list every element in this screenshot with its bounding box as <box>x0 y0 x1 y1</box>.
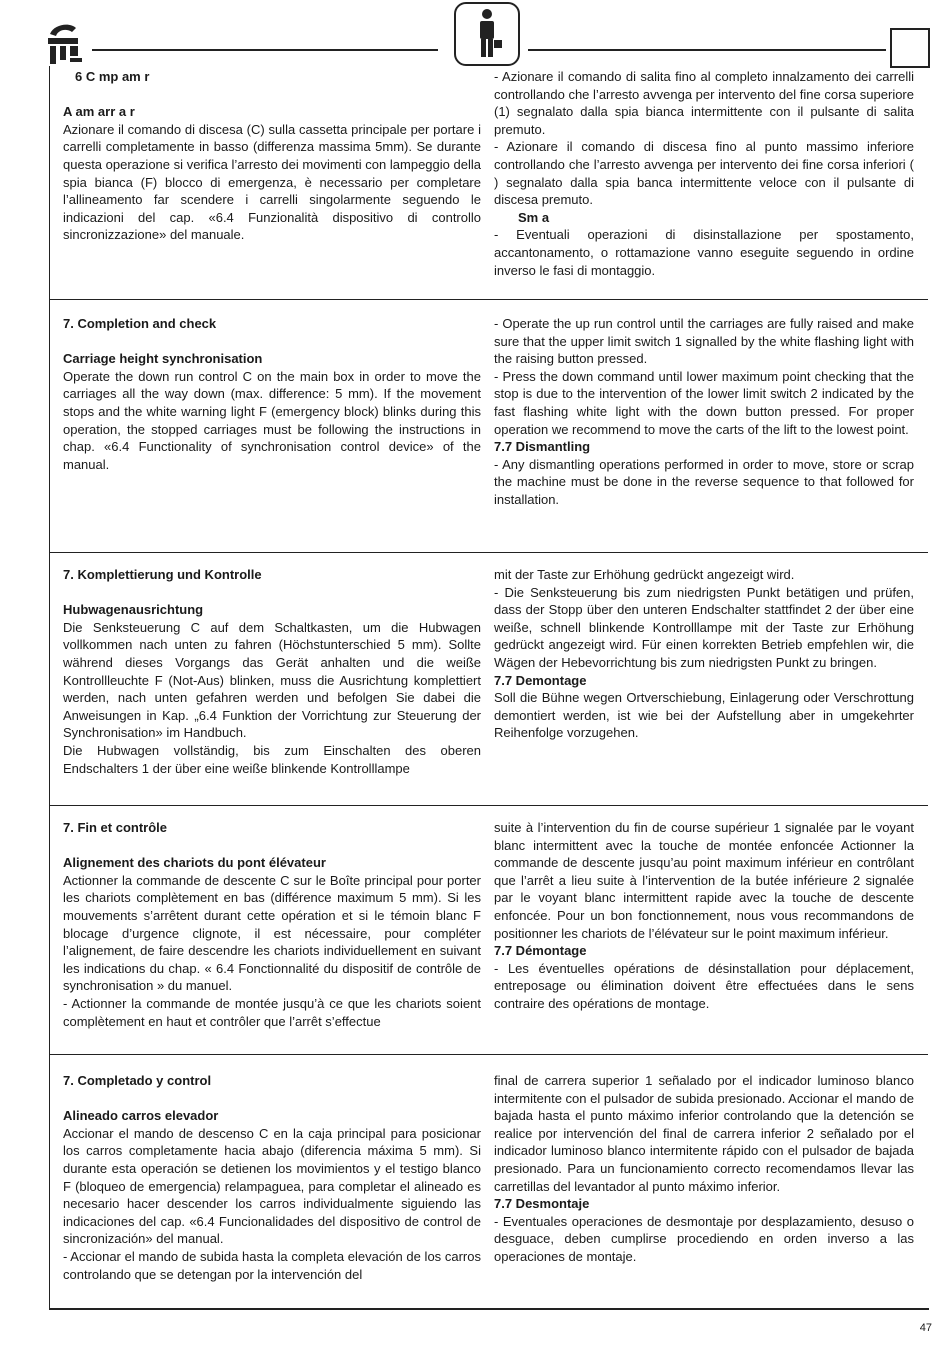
section-it-left <box>63 68 481 244</box>
paragraph: - Les éventuelles opérations de désinstallation pour déplacement, entreposage ou élimination doivent être effectuées dans le sens contraire des opérations de montage. <box>494 960 914 1011</box>
header-rule-right <box>528 49 886 51</box>
section-fr-right <box>494 819 914 1013</box>
paragraph: - Operate the up run control until the carriages are fully raised and make sure that the upper limit switch 1 signalled by the white flashing light with the raising button pressed. <box>494 316 914 367</box>
section-fr-left <box>63 819 481 1030</box>
section-subtitle: 7.7 Démontage <box>494 943 587 959</box>
paragraph: Accionar el mando de descenso C en la caja principal para posicionar los carros completamente hacia abajo (diferencia máxima 5 mm). Si durante esta operación se detienen los movimientos y el testigo blanco F (bloqueo de emergencia) relampaguea, para completar el alineado es necesario hacer descender los carros individualmente siguiendo las indicaciones del cap. «6.4 Funcionalidades del dispositivo de control de sincronización» del manual. <box>63 1125 481 1247</box>
section-french <box>50 805 928 1054</box>
paragraph: - Eventuali operazioni di disinstallazione per spostamento, accantonamento, o rottamazione vanno eseguite seguendo in ordine inverso le fasi di montaggio. <box>494 227 914 278</box>
section-spanish <box>50 1054 928 1308</box>
paragraph: Soll die Bühne wegen Ortverschiebung, Einlagerung oder Verschrottung demontiert werden, ist wie bei der Aufstellung aber in umgekehrter Reihenfolge vorzugehen. <box>494 690 914 741</box>
header-rule-left <box>92 49 438 51</box>
paragraph: - Azionare il comando di salita fino al completo innalzamento dei carrelli controllando che l’arresto avvenga per intervento del fine corsa superiore (1) segnalato dalla spia bianca intermittente con il pulsante di salita premuto. <box>494 69 914 137</box>
paragraph: - Eventuales operaciones de desmontaje por desplazamiento, desuso o desguace, deben cumplirse procediendo en orden inverso a las operaciones de montaje. <box>494 1213 914 1264</box>
section-title: 7. Completado y control <box>63 1073 212 1088</box>
paragraph: - Azionare il comando di discesa fino al punto massimo inferiore controllando che l’arresto avvenga per intervento dei fine corsa inferiori ( ) segnalato dalla spia banca intermittente veloce con il pulsante di discesa premuto. <box>494 139 914 208</box>
section-en-right <box>494 315 914 509</box>
section-it-right <box>494 68 914 279</box>
paragraph: - Accionar el mando de subida hasta la completa elevación de los carros controlando que se detengan por la intervención del <box>63 1248 481 1282</box>
paragraph: Operate the down run control C on the main box in order to move the carriages all the way down (max. difference: 5 mm). If the movement stops and the white warning light F (emergency block) blinks during this operation, the stopped carriages must be following the instructions in chap. «6.4 Functionality of synchronisation control device» of the manual. <box>63 368 481 472</box>
paragraph: - Die Senksteuerung bis zum niedrigsten Punkt betätigen und prüfen, dass der Stopp über den unteren Endschalter stattfindet 2 der über eine weiße, schnell blinkende Kontrolllampe mit der Taste zur Erhöhung gedrückt angezeigt wird. Für einen korrekten Betrieb empfehlen wir, die Wägen der Hebevorrichtung bis zum niedrigsten Punkt zu bringen. <box>494 584 914 670</box>
section-title: 7. Fin et contrôle <box>63 820 168 835</box>
paragraph: suite à l’intervention du fin de course supérieur 1 signalée par le voyant blanc intermittent avec la touche de montée enfoncée Actionner la commande de descente jusqu’au point maximum inférieur en contrôlant que l’arrêt a lieu suite à l’intervention de la butée inférieure 2 signalée par le voyant blanc intermittent rapide avec la touche de descente enfoncée. Pour un bon fonctionnement, nous vous recommandons de positionner les chariots de l’élévateur sur le point maximum inférieur. <box>494 820 914 941</box>
paragraph: Die Hubwagen vollständig, bis zum Einschalten des oberen Endschalters 1 der über eine weiße blinkende Kontrolllampe <box>63 742 481 776</box>
paragraph: Actionner la commande de descente C sur le Boîte principal pour porter les chariots complètement en bas (différence maximum 5 mm). Si les mouvements s’arrêtent durant cette opération et si le témoin blanc F blocage d’urgence clignote, il est nécessaire, pour compléter l’alignement, de faire descendre les chariots individuellement en suivant les indications du chap. « 6.4 Fonctionnalité du dispositif de contrôle de synchronisation » du manuel. <box>63 872 481 994</box>
section-italian <box>50 66 928 299</box>
section-title: 7. Komplettierung und Kontrolle <box>63 567 262 582</box>
paragraph: Die Senksteuerung C auf dem Schaltkasten, um die Hubwagen vollkommen nach unten zu fahren (Höchstunterschied 5 mm). Sollte während dieses Vorgangs das Gerät anhalten und die weiße Kontrollleuchte F (Not-Aus) blinken, muss die Ausrichtung komplettiert werden, nach unten gefahren werden und befolgen Sie dabei die Anweisungen in Kap. „6.4 Funktion der Vorrichtung zur Steuerung der Synchronisation» im Handbuch. <box>63 619 481 741</box>
section-subtitle: Alineado carros elevador <box>63 1108 219 1124</box>
paragraph: - Press the down command until lower maximum point checking that the stop is due to the intervention of the lower limit switch 2 indicated by the fast flashing white light with the down button pressed. For proper operation we recommend to move the carts of the lift to the lowest point. <box>494 368 914 437</box>
section-title: 7. Completion and check <box>63 316 217 331</box>
page-header <box>0 0 950 70</box>
operator-icon <box>454 2 520 66</box>
page-number: 47 <box>919 1322 932 1334</box>
paragraph: mit der Taste zur Erhöhung gedrückt angezeigt wird. <box>494 567 795 582</box>
section-subtitle: Hubwagenausrichtung <box>63 602 204 618</box>
section-title: 6 C mp am r <box>75 69 150 84</box>
section-subtitle: Sm a <box>518 209 550 225</box>
paragraph: - Actionner la commande de montée jusqu’à ce que les chariots soient complètement en haut et contrôler que l’arrêt s’effectue <box>63 995 481 1029</box>
paragraph: - Any dismantling operations performed in order to move, store or scrap the machine must be done in the reverse sequence to that followed for installation. <box>494 456 914 507</box>
section-de-left <box>63 566 481 777</box>
section-subtitle: Alignement des chariots du pont élévateur <box>63 855 326 871</box>
paragraph: final de carrera superior 1 señalado por el indicador luminoso blanco intermitente con el pulsador de subida presionado. Accionar el mando de bajada hasta el punto máximo inferior controlando que la detención se realice por intervención del final de carrera inferior 2 señalado por el indicador luminoso blanco intermitente rápido con el pulsador de bajada presionado. Para un funcionamiento correcto recomendamos llevar las carretillas del levantador al punto máximo inferior. <box>494 1073 914 1194</box>
section-subtitle: Carriage height synchronisation <box>63 351 263 367</box>
section-es-left <box>63 1072 481 1283</box>
section-subtitle: 7.7 Desmontaje <box>494 1196 590 1212</box>
company-logo-icon <box>44 20 88 66</box>
section-es-right <box>494 1072 914 1266</box>
frame-bottom-rule <box>49 1308 929 1310</box>
section-german <box>50 552 928 805</box>
section-subtitle: 7.7 Dismantling <box>494 439 591 455</box>
section-subtitle: A am arr a r <box>63 104 135 120</box>
section-subtitle: 7.7 Demontage <box>494 672 587 688</box>
paragraph: Azionare il comando di discesa (C) sulla cassetta principale per portare i carrelli completamente in basso (differenza massima 5mm). Se durante questa operazione si verifica l’arresto dei movimenti con lampeggio della spia bianca (F) blocco di emergenza, è necessario per completare l’allineamento far scendere i carrelli singolarmente seguendo le indicazioni del cap. «6.4 Funzionalità dispositivo di controllo sincronizzazione» del manuale. <box>63 121 481 243</box>
corner-box <box>890 28 930 68</box>
section-de-right <box>494 566 914 742</box>
section-en-left <box>63 315 481 473</box>
section-english <box>50 299 928 552</box>
